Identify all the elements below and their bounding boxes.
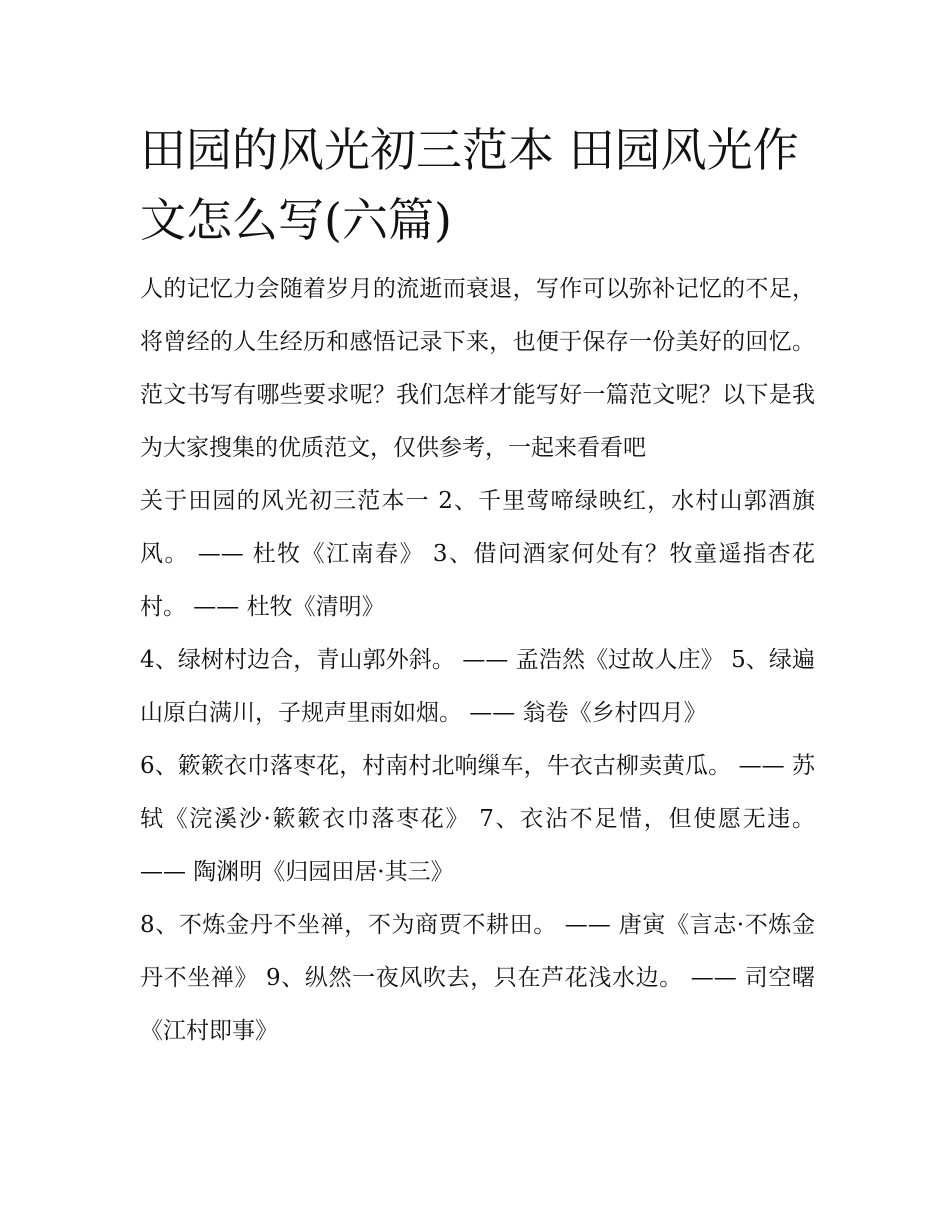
poem-paragraph-4: 8、不炼金丹不坐禅，不为商贾不耕田。 —— 唐寅《言志·不炼金丹不坐禅》 9、纵然一夜风吹去，只在芦花浅水边。 —— 司空曙《江村即事》 bbox=[140, 912, 815, 1044]
document-title: 田园的风光初三范本 田园风光作文怎么写(六篇) bbox=[140, 123, 799, 247]
poem-paragraph-1: 关于田园的风光初三范本一 2、千里莺啼绿映红，水村山郭酒旗风。 —— 杜牧《江南春》 3、借问酒家何处有？牧童遥指杏花村。 —— 杜牧《清明》 bbox=[140, 488, 815, 620]
poem-paragraph-2: 4、绿树村边合，青山郭外斜。 —— 孟浩然《过故人庄》 5、绿遍山原白满川，子规声里雨如烟。 —— 翁卷《乡村四月》 bbox=[140, 647, 815, 726]
document-page bbox=[140, 115, 815, 1058]
intro-paragraph: 人的记忆力会随着岁月的流逝而衰退，写作可以弥补记忆的不足，将曾经的人生经历和感悟记录下来，也便于保存一份美好的回忆。范文书写有哪些要求呢？我们怎样才能写好一篇范文呢？以下是我为大家搜集的优质范文，仅供参考，一起来看看吧 bbox=[140, 276, 815, 461]
poem-paragraph-3: 6、簌簌衣巾落枣花，村南村北响缫车，牛衣古柳卖黄瓜。 —— 苏轼《浣溪沙·簌簌衣巾落枣花》 7、衣沾不足惜，但使愿无违。 —— 陶渊明《归园田居·其三》 bbox=[140, 753, 815, 885]
